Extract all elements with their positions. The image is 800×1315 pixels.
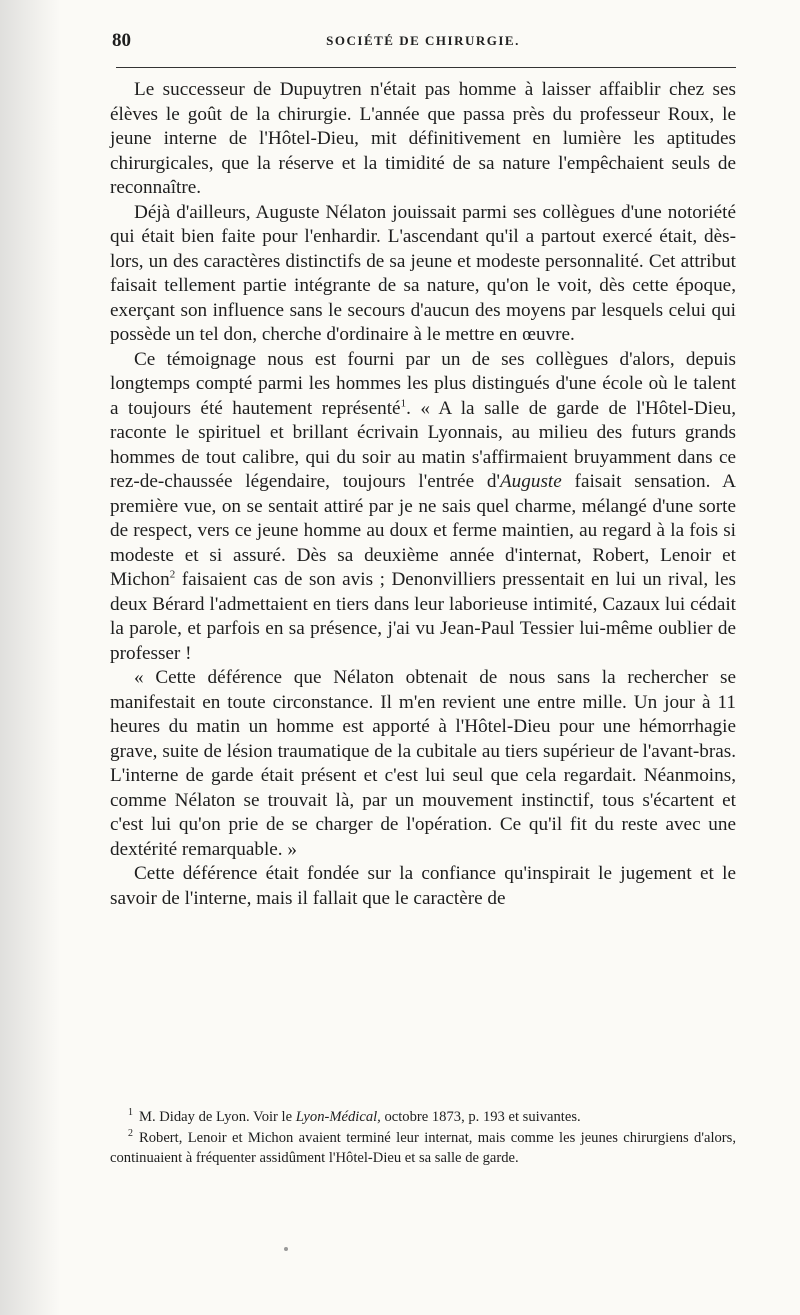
paper-speck — [284, 1247, 288, 1251]
footnote-1 — [110, 1107, 736, 1128]
page-header — [110, 30, 736, 58]
paragraph-3-text-c: faisait sensation. A première vue, on se sentait attiré par je ne sais quel charme, mélangé d'une sorte de respect, vers ce jeune homme au doux et ferme maintien, au regard à la fois si modeste et si assuré. Dès sa deuxième année d'internat, Robert, Lenoir et Michon — [110, 471, 737, 590]
paragraph-2: Déjà d'ailleurs, Auguste Nélaton jouissait parmi ses collègues d'une notoriété qui était bien faite pour l'enhardir. L'ascendant qu'il a partout exercé était, dès-lors, un des caractères distinctifs de sa jeune et modeste personnalité. Cet attribut faisait tellement partie intégrante de sa nature, qu'on le voit, dès cette époque, exerçant son influence sans le secours d'aucun des moyens par lesquels celui qui possède un tel don, cherche d'ordinaire à le mettre en œuvre. — [110, 201, 736, 345]
page-number: 80 — [112, 30, 131, 51]
paragraph-3 — [110, 348, 736, 667]
page-edge-shadow — [0, 0, 60, 1315]
paragraph-3-text-d: faisaient cas de son avis ; Denonvilliers pressentait en lui un rival, les deux Bérard l'admettaient en tiers dans leur laborieuse intimité, Cazaux lui cédait la parole, et parfois en sa présence, j'ai vu Jean-Paul Tessier lui-même oublier de professer ! — [110, 569, 736, 664]
italic-name: Auguste — [499, 471, 562, 492]
footnote-1-journal: Lyon-Médical, — [295, 1109, 381, 1125]
footnote-1-text-b: octobre 1873, p. 193 et suivantes. — [380, 1109, 581, 1125]
footnote-ref-2: 2 — [169, 568, 176, 581]
footnote-ref-1: 1 — [400, 397, 407, 410]
header-rule — [116, 67, 736, 68]
footnote-2-text: Robert, Lenoir et Michon avaient terminé leur internat, mais comme les jeunes chirurgiens d'alors, continuaient à fréquenter assidûment l'Hôtel-Dieu et sa salle de garde. — [110, 1129, 736, 1166]
body-text — [110, 78, 736, 911]
paragraph-5: Cette déférence était fondée sur la confiance qu'inspirait le jugement et le savoir de l'interne, mais il fallait que le caractère de — [110, 863, 736, 909]
running-head: SOCIÉTÉ DE CHIRURGIE. — [326, 33, 520, 48]
footnote-2-mark: 2 — [128, 1127, 133, 1139]
paragraph-3-text-b: . « A la salle de garde de l'Hôtel-Dieu, raconte le spirituel et brillant écrivain Lyonnais, au milieu des futurs grands hommes de tout calibre, qui du soir au matin s'affirmaient bruyamment dans ce rez-de-chaussée légendaire, toujours l'entrée d' — [110, 397, 736, 492]
footnote-2 — [110, 1128, 736, 1169]
paragraph-4: « Cette déférence que Nélaton obtenait de nous sans la rechercher se manifestait en toute circonstance. Il m'en revient une entre mille. Un jour à 11 heures du matin un homme est apporté à l'Hôtel-Dieu pour une hémorrhagie grave, suite de lésion traumatique de la cubitale au tiers supérieur de l'avant-bras. L'interne de garde était présent et c'est lui seul que cela regardait. Néanmoins, comme Nélaton se trouvait là, par un mouvement instinctif, tous s'écartent et c'est lui qu'on prie de se charger de l'opération. Ce qu'il fit du reste avec une dextérité remarquable. » — [110, 667, 736, 860]
footnote-1-mark: 1 — [128, 1107, 133, 1119]
footnotes — [110, 1107, 736, 1169]
paragraph-3-text-a: Ce témoignage nous est fourni par un de ses collègues d'alors, depuis longtemps compté parmi les hommes les plus distingués d'une école où le talent a toujours été hautement représenté — [110, 348, 736, 419]
footnote-1-text-a: M. Diday de Lyon. Voir le — [139, 1109, 296, 1125]
paragraph-1: Le successeur de Dupuytren n'était pas homme à laisser affaiblir chez ses élèves le goût de la chirurgie. L'année que passa près du professeur Roux, le jeune interne de l'Hôtel-Dieu, mit définitivement en lumière les aptitudes chirurgicales, que la réserve et la timidité de sa nature l'empêchaient seuls de reconnaître. — [110, 79, 736, 198]
